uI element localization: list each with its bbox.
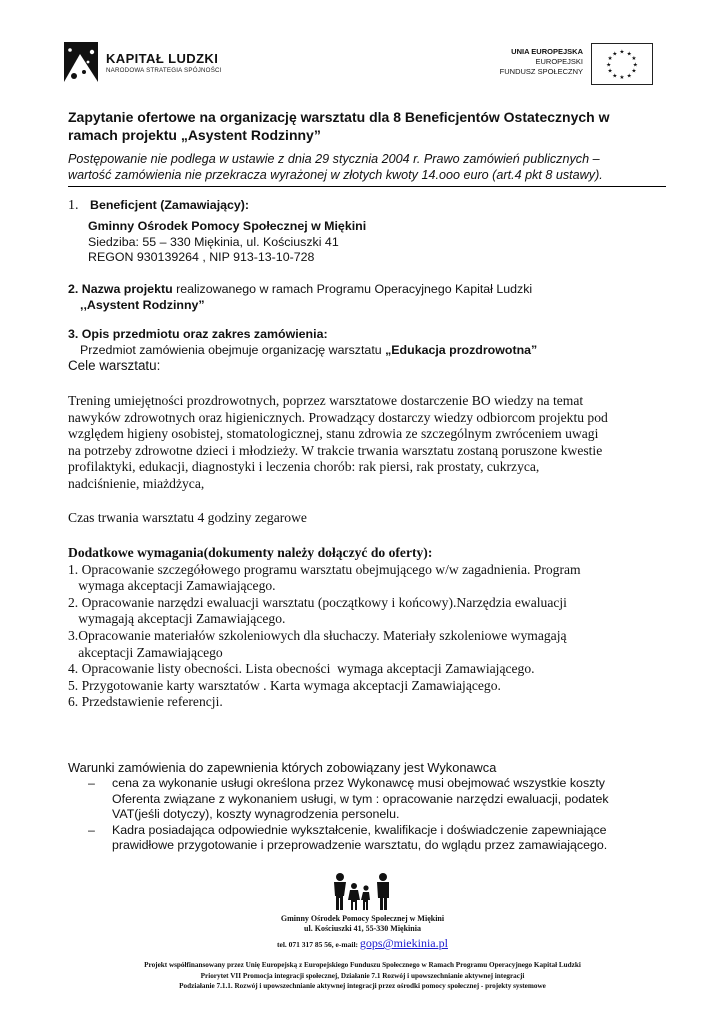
subtitle-line-1: Postępowanie nie podlega w ustawie z dnia 29 stycznia 2004 r. Prawo zamówień publicznych –	[68, 152, 600, 166]
svg-text:★: ★	[607, 56, 613, 63]
svg-text:★: ★	[619, 75, 625, 82]
kapital-ludzki-subtitle: NARODOWA STRATEGIA SPÓJNOŚCI	[106, 67, 222, 74]
footer-line-3: Podziałanie 7.1.1. Rozwój i upowszechnianie aktywnej integracji przez ośrodki pomocy społecznej - projekty systemowe	[179, 982, 546, 990]
header-divider	[68, 186, 666, 187]
order-conditions-list	[88, 776, 609, 854]
footer-org-name: Gminny Ośrodek Pomocy Społecznej w Miękini	[280, 914, 445, 923]
footer-cofinancing	[0, 960, 725, 992]
eu-line-2: EUROPEJSKI	[535, 57, 583, 66]
beneficiary-address: Siedziba: 55 – 330 Miękinia, ul. Kościuszki 41	[88, 234, 339, 249]
requirement-line: 5. Przygotowanie karty warsztatów . Karta wymaga akceptacji Zamawiającego.	[68, 677, 501, 693]
project-name: ,,Asystent Rodzinny”	[80, 297, 205, 312]
description-line-3: względem higieny osobistej, stomatologicznej, stanu zdrowia ze szczególnym zwróceniem uwagi	[68, 426, 599, 442]
title-line-1: Zapytanie ofertowe na organizację warsztatu dla 8 Beneficjentów Ostatecznych w	[68, 109, 610, 125]
section-2-text: realizowanego w ramach Programu Operacyjnego Kapitał Ludzki	[172, 282, 533, 296]
document-subtitle	[68, 151, 672, 183]
svg-text:★: ★	[632, 62, 638, 69]
section-1-number: 1.	[68, 198, 79, 213]
condition-item-2	[88, 823, 609, 854]
order-conditions-intro: Warunki zamówienia do zapewnienia których zobowiązany jest Wykonawca	[68, 760, 497, 775]
document-title	[68, 108, 668, 144]
condition-1-line-2: Oferenta związane z wykonaniem usługi, w tym : opracowanie narzędzi ewaluacji, podatek	[112, 791, 609, 806]
workshop-goals-label: Cele warsztatu:	[68, 358, 161, 373]
description-line-5: profilaktyki, edukacji, diagnostyki i leczenia chorób: rak piersi, rak prostaty, cukrzyca,	[68, 459, 540, 475]
requirements-heading: Dodatkowe wymagania(dokumenty należy dołączyć do oferty):	[68, 545, 433, 560]
page-header	[0, 0, 725, 100]
svg-text:★: ★	[607, 68, 613, 75]
subtitle-line-2: wartość zamówienia nie przekracza wyrażonej w złotych kwoty 14.ooo euro (art.4 pkt 8 ustawy).	[68, 168, 603, 182]
description-line-2: nawyków zdrowotnych oraz higienicznych. Prowadzący dostarczy wiedzy odbiorcom projektu pod	[68, 409, 608, 425]
section-beneficiary	[68, 198, 366, 266]
condition-item-1	[88, 776, 609, 823]
svg-text:★: ★	[612, 51, 618, 58]
workshop-name: „Edukacja prozdrowotna”	[385, 342, 538, 357]
footer-email-link[interactable]: gops@miekinia.pl	[359, 936, 448, 950]
requirement-line: akceptacji Zamawiającego	[68, 644, 223, 660]
footer-org	[0, 914, 725, 934]
kapital-ludzki-title: KAPITAŁ LUDZKI	[106, 51, 219, 66]
footer-line-2: Priorytet VII Promocja integracji społecznej, Działanie 7.1 Rozwój i upowszechnianie aktywnej integracji	[200, 971, 525, 980]
condition-2-line-2: prawidłowe przygotowanie i przeprowadzenie warsztatu, do wglądu przez zamawiającego.	[112, 838, 608, 852]
requirement-line: 2. Opracowanie narzędzi ewaluacji warsztatu (początkowy i końcowy).Narzędzia ewaluacji	[68, 594, 567, 610]
requirement-line: wymaga akceptacji Zamawiającego.	[68, 578, 276, 594]
section-1-heading: Beneficjent (Zamawiający):	[90, 198, 250, 212]
section-project-name	[68, 282, 532, 313]
section-3-text: Przedmiot zamówienia obejmuje organizację warsztatu	[80, 342, 386, 357]
requirement-line: 4. Opracowanie listy obecności. Lista obecności wymaga akceptacji Zamawiającego.	[68, 661, 535, 677]
additional-requirements	[68, 545, 674, 711]
svg-text:★: ★	[626, 51, 632, 58]
condition-2-line-1: – Kadra posiadająca odpowiednie wykształcenie, kwalifikacje i doświadczenie zapewniające	[112, 822, 607, 837]
svg-text:★: ★	[631, 68, 637, 75]
section-2-heading: 2. Nazwa projektu	[68, 282, 173, 296]
section-3-heading: 3. Opis przedmiotu oraz zakres zamówienia:	[68, 327, 328, 341]
kapital-ludzki-logo-icon	[58, 38, 102, 86]
eu-flag-icon	[591, 43, 653, 85]
description-line-4: na potrzeby zdrowotne dzieci i młodzieży. W trakcie trwania warsztatu zostaną poruszone kwestie	[68, 442, 603, 458]
beneficiary-name: Gminny Ośrodek Pomocy Społecznej w Miękini	[88, 219, 367, 233]
footer-org-address: ul. Kościuszki 41, 55-330 Miękinia	[304, 924, 421, 933]
title-line-2: ramach projektu „Asystent Rodzinny”	[68, 127, 321, 143]
footer-phone: tel. 071 317 85 56, e-mail:	[277, 940, 360, 949]
svg-text:★: ★	[612, 73, 618, 80]
section-description	[68, 327, 537, 374]
requirement-line: wymagają akceptacji Zamawiającego.	[68, 611, 286, 627]
eu-line-3: FUNDUSZ SPOŁECZNY	[499, 67, 583, 76]
eu-line-1: UNIA EUROPEJSKA	[511, 47, 583, 56]
workshop-description	[68, 393, 674, 493]
requirement-line: 6. Przedstawienie referencji.	[68, 694, 223, 710]
svg-text:★: ★	[606, 62, 612, 69]
requirement-line: 1. Opracowanie szczegółowego programu warsztatu obejmującego w/w zagadnienia. Program	[68, 561, 581, 577]
description-line-1: Trening umiejętności prozdrowotnych, poprzez warsztatowe dostarczenie BO wiedzy na temat	[68, 393, 584, 408]
eu-text	[500, 47, 583, 77]
workshop-duration: Czas trwania warsztatu 4 godziny zegarowe	[68, 510, 307, 525]
requirements-list	[68, 562, 674, 711]
condition-1-line-1: – cena za wykonanie usługi określona przez Wykonawcę musi obejmować wszystkie koszty	[112, 776, 605, 790]
svg-text:★: ★	[626, 73, 632, 80]
beneficiary-regon: REGON 930139264 , NIP 913-13-10-728	[88, 250, 315, 264]
description-line-6: nadciśnienie, miażdżyca,	[68, 475, 205, 491]
requirement-line: 3.Opracowanie materiałów szkoleniowych dla słuchaczy. Materiały szkoleniowe wymagają	[68, 627, 567, 643]
svg-text:★: ★	[631, 56, 637, 63]
footer-line-1: Projekt współfinansowany przez Unię Europejską z Europejskiego Funduszu Społecznego w Ramach Programu Operacyjnego Kapitał Ludzki	[144, 961, 581, 969]
footer-contact	[0, 936, 725, 952]
svg-text:★: ★	[619, 49, 625, 56]
condition-1-line-3: VAT(jeśli dotyczy), koszty wynagrodzenia personelu.	[112, 807, 400, 821]
family-icon	[330, 872, 396, 912]
